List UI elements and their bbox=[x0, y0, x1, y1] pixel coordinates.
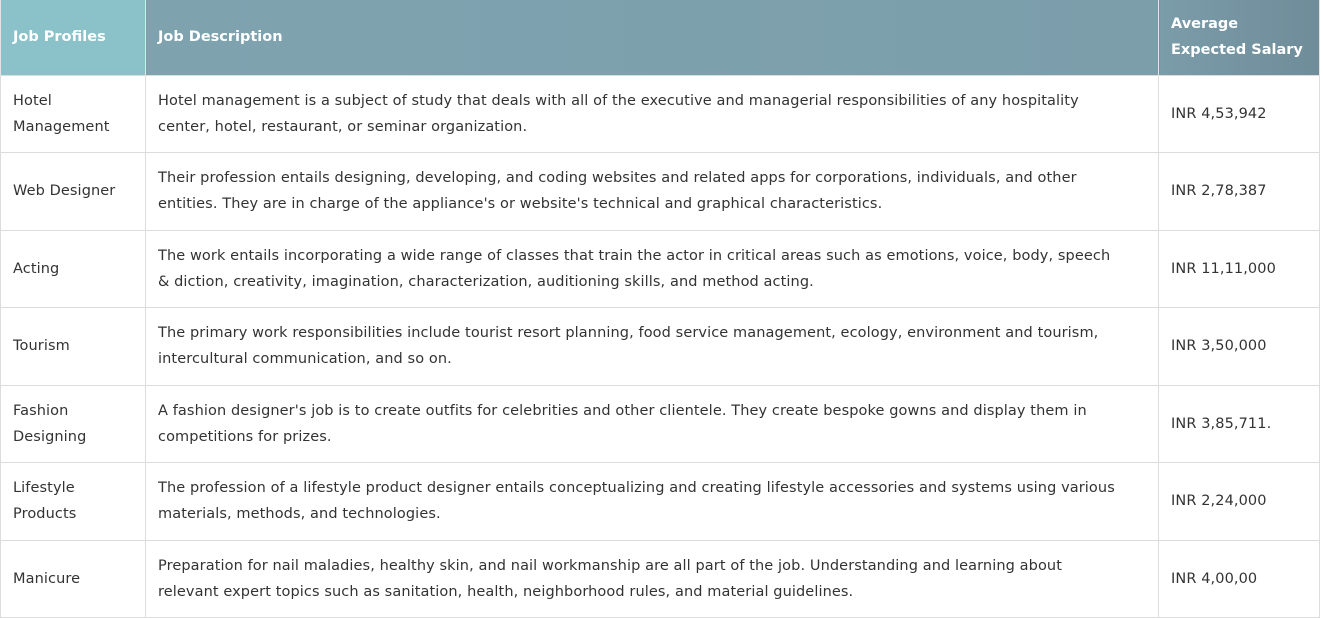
job-description-cell: Hotel management is a subject of study that deals with all of the executive and managerial responsibilities of any hospitality center, hotel, restaurant, or seminar organization. bbox=[146, 75, 1159, 153]
job-profile-cell: Hotel Management bbox=[1, 75, 146, 153]
job-profile-cell: Lifestyle Products bbox=[1, 463, 146, 541]
table-body bbox=[1, 75, 1320, 618]
salary-cell: INR 3,85,711. bbox=[1159, 385, 1320, 463]
header-average-salary: Average Expected Salary bbox=[1159, 0, 1320, 75]
job-description-cell: Preparation for nail maladies, healthy skin, and nail workmanship are all part of the job. Understanding and learning about relevant expert topics such as sanitation, health, neighborhood rules, and material guidelines. bbox=[146, 540, 1159, 618]
salary-cell: INR 3,50,000 bbox=[1159, 308, 1320, 386]
table-row bbox=[1, 308, 1320, 386]
salary-cell: INR 11,11,000 bbox=[1159, 230, 1320, 308]
job-description-cell: Their profession entails designing, developing, and coding websites and related apps for corporations, individuals, and other entities. They are in charge of the appliance's or website's technical and graphical characteristics. bbox=[146, 153, 1159, 231]
job-profile-cell: Tourism bbox=[1, 308, 146, 386]
salary-cell: INR 2,78,387 bbox=[1159, 153, 1320, 231]
table-row bbox=[1, 540, 1320, 618]
table-row bbox=[1, 385, 1320, 463]
job-description-cell: The work entails incorporating a wide range of classes that train the actor in critical areas such as emotions, voice, body, speech & diction, creativity, imagination, characterization, auditioning skills, and method acting. bbox=[146, 230, 1159, 308]
salary-cell: INR 4,53,942 bbox=[1159, 75, 1320, 153]
table-row bbox=[1, 463, 1320, 541]
job-description-cell: The primary work responsibilities include tourist resort planning, food service management, ecology, environment and tourism, intercultural communication, and so on. bbox=[146, 308, 1159, 386]
header-row bbox=[1, 0, 1320, 75]
header-job-description: Job Description bbox=[146, 0, 1159, 75]
table-header bbox=[1, 0, 1320, 75]
salary-cell: INR 4,00,00 bbox=[1159, 540, 1320, 618]
job-profile-cell: Manicure bbox=[1, 540, 146, 618]
table-row bbox=[1, 153, 1320, 231]
header-job-profiles: Job Profiles bbox=[1, 0, 146, 75]
salary-cell: INR 2,24,000 bbox=[1159, 463, 1320, 541]
job-description-cell: The profession of a lifestyle product designer entails conceptualizing and creating lifestyle accessories and systems using various materials, methods, and technologies. bbox=[146, 463, 1159, 541]
job-profile-cell: Web Designer bbox=[1, 153, 146, 231]
table-row bbox=[1, 230, 1320, 308]
table-row bbox=[1, 75, 1320, 153]
job-profile-cell: Fashion Designing bbox=[1, 385, 146, 463]
job-profile-cell: Acting bbox=[1, 230, 146, 308]
job-description-cell: A fashion designer's job is to create outfits for celebrities and other clientele. They create bespoke gowns and display them in competitions for prizes. bbox=[146, 385, 1159, 463]
